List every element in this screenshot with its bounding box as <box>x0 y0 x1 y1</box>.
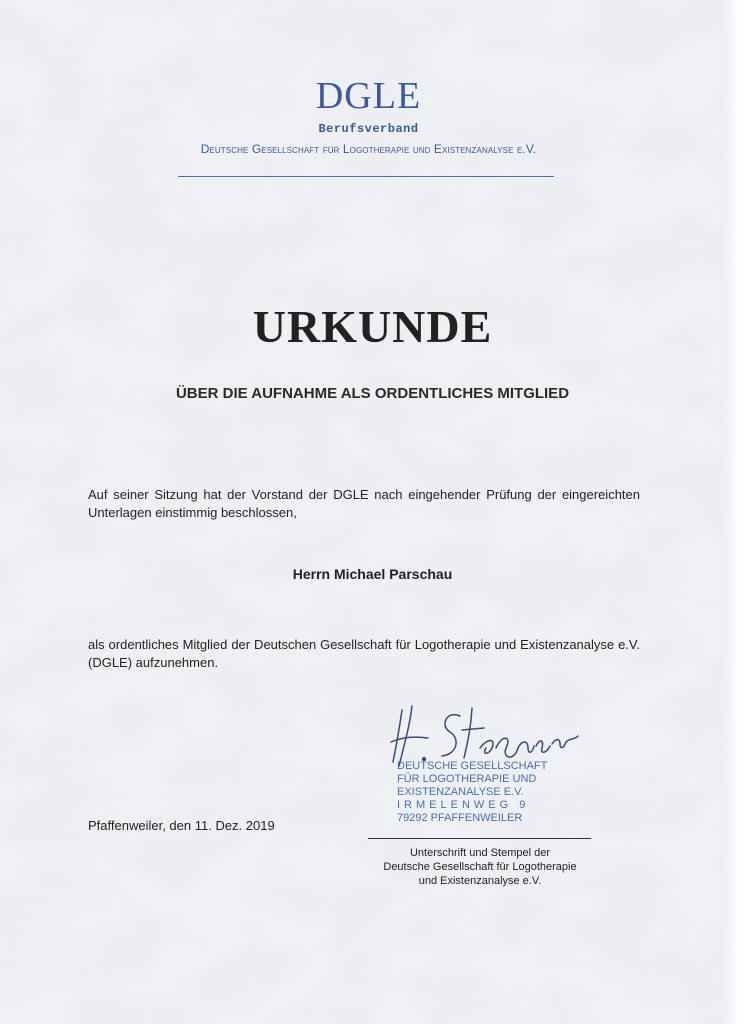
caption-line: Deutsche Gesellschaft für Logotherapie <box>383 861 577 873</box>
caption-line: und Existenzanalyse e.V. <box>418 875 542 887</box>
organization-name: Deutsche Gesellschaft für Logotherapie und Existenzanalyse e.V. <box>200 142 537 156</box>
signature-caption <box>360 846 600 888</box>
stamp-line: 79292 PFAFFENWEILER <box>397 812 523 824</box>
organization-stamp <box>397 760 547 825</box>
dgle-letterhead <box>180 76 557 156</box>
stamp-line: FÜR LOGOTHERAPIE UND <box>397 773 537 785</box>
logo-subtitle: Berufsverband <box>318 122 419 136</box>
stamp-line: IRMELENWEG 9 <box>397 799 530 811</box>
caption-line: Unterschrift und Stempel der <box>409 847 550 859</box>
document-subtitle: ÜBER DIE AUFNAHME ALS ORDENTLICHES MITGLIED <box>175 385 570 402</box>
document-title: URKUNDE <box>252 301 493 352</box>
signature-line <box>368 838 591 839</box>
stamp-line: DEUTSCHE GESELLSCHAFT <box>397 760 548 772</box>
recipient-name: Herrn Michael Parschau <box>292 566 453 582</box>
place-and-date: Pfaffenweiler, den 11. Dez. 2019 <box>88 818 275 833</box>
resolution-paragraph: Auf seiner Sitzung hat der Vorstand der DGLE nach eingehender Prüfung der eingereichten Unterlagen einstimmig beschlossen, <box>88 487 640 520</box>
stamp-line: EXISTENZANALYSE E.V. <box>397 786 524 798</box>
paper-edge <box>725 0 745 1024</box>
logo-title: DGLE <box>315 75 422 117</box>
admission-paragraph: als ordentliches Mitglied der Deutschen Gesellschaft für Logotherapie und Existenzanalyse e.V. (DGLE) aufzunehmen. <box>88 637 640 670</box>
header-divider <box>178 176 554 177</box>
